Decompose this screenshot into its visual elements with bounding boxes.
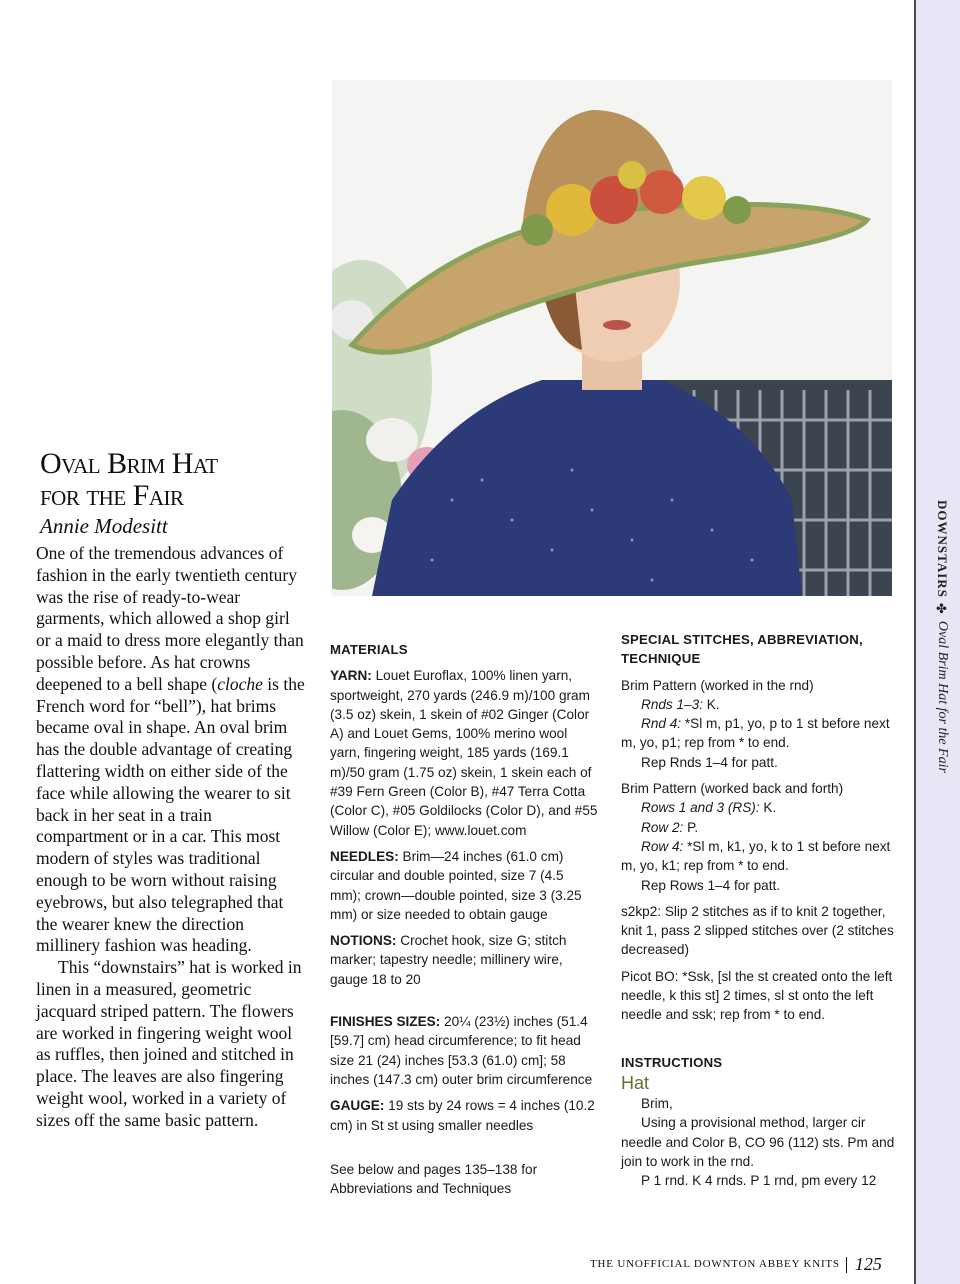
intro-paragraph-1: One of the tremendous advances of fashion in the early twentieth century was the rise of ready-to-wear garments, which allowed a shop girl or a maid to dress more elegantly than possible before. As hat crowns deepened to a bell shape (cloche is the French word for “bell”), hat brims became oval in shape. An oval brim has the double advantage of creating flattering width on either side of the face while allowing the wearer to sit back in her seat in a train compartment or in a car. This most modern of styles was traditional enough to be worn without raising eyebrows, but also telegraphed that the wearer knew the direction millinery fashion was heading.	[36, 543, 305, 956]
instructions-paragraph-2: P 1 rnd. K 4 rnds. P 1 rnd, pm every 12	[641, 1173, 877, 1189]
page-number: 125	[854, 1254, 882, 1274]
page-footer	[590, 1254, 890, 1275]
instructions-heading: INSTRUCTIONS	[621, 1054, 723, 1070]
special-stitches-column	[621, 630, 899, 1190]
sidebar-running-head	[922, 500, 950, 810]
s2kp2-definition: s2kp2: Slip 2 stitches as if to knit 2 together, knit 1, pass 2 slipped stitches over (2 stitches decreased)	[621, 903, 894, 958]
brim-label: Brim,	[641, 1095, 673, 1111]
sidebar-title: Oval Brim Hat for the Fair	[935, 620, 950, 773]
hat-subhead: Hat	[621, 1072, 650, 1093]
intro-paragraph-2: This “downstairs” hat is worked in linen in a measured, geometric jacquard striped pattern. The flowers are worked in fingering weight wool as ruffles, then joined and stitched in place. The leaves are also fingering weight wool, worked in a variety of sizes off the same basic pattern.	[36, 957, 302, 1130]
materials-gauge: GAUGE: 19 sts by 24 rows = 4 inches (10.2 cm) in St st using smaller needles	[330, 1098, 595, 1133]
special-stitches-heading: SPECIAL STITCHES, ABBREVIATION, TECHNIQUE	[621, 632, 863, 667]
materials-column	[330, 640, 598, 1205]
sidebar-section-label: DOWNSTAIRS	[935, 500, 950, 598]
see-below-note: See below and pages 135–138 for Abbreviations and Techniques	[330, 1161, 538, 1197]
materials-notions: NOTIONS: Crochet hook, size G; stitch marker; tapestry needle; millinery wire, gauge 18 to 20	[330, 933, 567, 987]
materials-needles: NEEDLES: Brim—24 inches (61.0 cm) circular and double pointed, size 7 (4.5 mm); crown—double pointed, size 3 (3.25 mm) or size needed to obtain gauge	[330, 848, 582, 922]
instructions-paragraph-1: Using a provisional method, larger cir needle and Color B, CO 96 (112) sts. Pm and join to work in the rnd.	[621, 1115, 895, 1169]
title-line-2: for the Fair	[40, 479, 184, 512]
article-title	[40, 448, 320, 512]
hero-photo	[332, 80, 892, 596]
author-byline: Annie Modesitt	[40, 514, 168, 538]
materials-yarn: YARN: Louet Euroflax, 100% linen yarn, sportweight, 270 yards (246.9 m)/100 gram (3.5 oz) skein, 1 skein of #02 Ginger (Color A) and Louet Gems, 100% merino wool yarn, fingering weight, 185 yards (169.1 m)/50 gram (1.75 oz) skein, 1 skein each of #39 Fern Green (Color B), #47 Terra Cotta (Color C), #05 Goldilocks (Color D), and #55 Willow (Color E); www.louet.com	[330, 668, 598, 838]
footer-divider	[846, 1257, 847, 1273]
brim-pattern-flat: Brim Pattern (worked back and forth) Rows 1 and 3 (RS): K. Row 2: P. Row 4: *Sl m, k1, yo, k to 1 st before next m, yo, k1; rep from * to end. Rep Rows 1–4 for patt.	[621, 781, 891, 893]
title-line-1: Oval Brim Hat	[40, 447, 218, 480]
brim-pattern-round: Brim Pattern (worked in the rnd) Rnds 1–3: K. Rnd 4: *Sl m, p1, yo, p to 1 st before next m, yo, p1; rep from * to end. Rep Rnds 1–4 for patt.	[621, 677, 890, 770]
materials-sizes: FINISHES SIZES: 20¼ (23½) inches (51.4 [59.7] cm) head circumference; to fit head size 21 (24) inches [53.3 (61.0) cm]; 58 inches (147.3 cm) outer brim circumference	[330, 1014, 593, 1087]
book-title: THE UNOFFICIAL DOWNTON ABBEY KNITS	[590, 1258, 840, 1271]
materials-heading: MATERIALS	[330, 642, 408, 657]
intro-text	[36, 543, 308, 1132]
sidebar-separator-icon: ✤	[935, 601, 950, 617]
picot-bo-definition: Picot BO: *Ssk, [sl the st created onto the left needle, k this st] 2 times, sl st onto the left needle and ssk; rep from * to end.	[621, 968, 893, 1023]
